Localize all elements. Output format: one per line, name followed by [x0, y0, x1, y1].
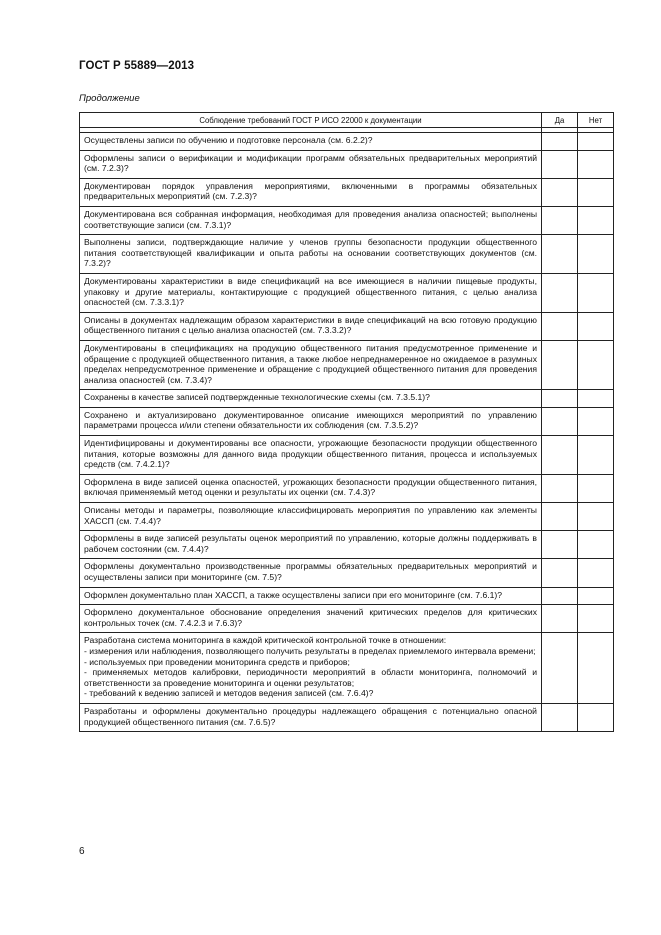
answer-no-cell[interactable] — [578, 150, 614, 178]
answer-no-cell[interactable] — [578, 503, 614, 531]
table-row — [80, 587, 614, 605]
requirement-question: Сохранено и актуализировано документированное описание имеющихся мероприятий по управлению параметрами процесса и/или степени обязательности их соблюдения (см. 7.3.5.2)? — [80, 407, 542, 435]
answer-yes-cell[interactable] — [542, 150, 578, 178]
answer-yes-cell[interactable] — [542, 235, 578, 274]
table-row — [80, 273, 614, 312]
requirement-question: Идентифицированы и документированы все опасности, угрожающие безопасности продукции общественного питания, которые возможны для данного вида продукции общественного питания, процесса и используемых средств (см. 7.4.2.1)? — [80, 436, 542, 475]
requirement-question: Оформлено документальное обоснование определения значений критических пределов для критических контрольных точек (см. 7.4.2.3 и 7.6.3)? — [80, 605, 542, 633]
compliance-table-wrapper — [79, 112, 613, 732]
answer-yes-cell[interactable] — [542, 312, 578, 340]
requirement-question: Документированы в спецификациях на продукцию общественного питания предусмотренное применение и обращение с продукцией общественного питания, а также любое непреднамеренное но ожидаемое в разумных пределах непредусмотренное применение и обращение с продукцией общественного питания для проведения анализа опасностей (см. 7.3.4)? — [80, 340, 542, 389]
standard-designation: ГОСТ Р 55889—2013 — [79, 60, 195, 72]
answer-yes-cell[interactable] — [542, 436, 578, 475]
requirement-question: Описаны в документах надлежащим образом характеристики в виде спецификаций на всю готовую продукцию общественного питания с целью анализа опасностей (см. 7.3.3.2)? — [80, 312, 542, 340]
answer-no-cell[interactable] — [578, 407, 614, 435]
table-row — [80, 340, 614, 389]
table-row — [80, 407, 614, 435]
requirement-question: Сохранены в качестве записей подтвержденные технологические схемы (см. 7.3.5.1)? — [80, 390, 542, 408]
answer-yes-cell[interactable] — [542, 474, 578, 502]
answer-no-cell[interactable] — [578, 390, 614, 408]
requirement-question: Осуществлены записи по обучению и подготовке персонала (см. 6.2.2)? — [80, 133, 542, 151]
table-header-row — [80, 113, 614, 128]
answer-no-cell[interactable] — [578, 605, 614, 633]
table-row — [80, 633, 614, 704]
table-row — [80, 703, 614, 731]
requirement-question: Разработаны и оформлены документально процедуры надлежащего обращения с потенциально опасной продукцией общественного питания (см. 7.6.5)? — [80, 703, 542, 731]
requirement-question: Оформлены записи о верификации и модификации программ обязательных предварительных мероприятий (см. 7.2.3)? — [80, 150, 542, 178]
answer-no-cell[interactable] — [578, 178, 614, 206]
requirement-question: Оформлен документально план ХАССП, а также осуществлены записи при его мониторинге (см. 7.6.1)? — [80, 587, 542, 605]
header-question: Соблюдение требований ГОСТ Р ИСО 22000 к документации — [80, 113, 542, 128]
answer-no-cell[interactable] — [578, 312, 614, 340]
table-row — [80, 531, 614, 559]
page-number: 6 — [79, 846, 85, 857]
requirement-question: Разработана система мониторинга в каждой критической контрольной точке в отношении: - измерения или наблюдения, позволяющего получить результаты в пределах приемлемого интервала времени; - используемых при проведении мониторинга средств и приборов; - применяемых методов калибровки, периодичности мероприятий в области мониторинга, полномочий и ответственности за проведение мониторинга и оценки результатов; - требований к ведению записей и методов ведения записей (см. 7.6.4)? — [80, 633, 542, 704]
table-row — [80, 178, 614, 206]
table-row — [80, 390, 614, 408]
table-row — [80, 133, 614, 151]
requirement-question: Выполнены записи, подтверждающие наличие у членов группы безопасности продукции общественного питания соответствующей квалификации и опыта работы на основании соответствующих документов (см. 7.3.2)? — [80, 235, 542, 274]
answer-yes-cell[interactable] — [542, 587, 578, 605]
answer-yes-cell[interactable] — [542, 605, 578, 633]
compliance-table — [79, 112, 614, 732]
requirement-question: Описаны методы и параметры, позволяющие классифицировать мероприятия по управлению как элементы ХАССП (см. 7.4.4)? — [80, 503, 542, 531]
table-row — [80, 150, 614, 178]
answer-yes-cell[interactable] — [542, 559, 578, 587]
requirement-question: Документирована вся собранная информация, необходимая для проведения анализа опасностей; выполнены соответствующие записи (см. 7.3.1)? — [80, 206, 542, 234]
requirement-question: Документированы характеристики в виде спецификаций на все имеющиеся в наличии пищевые продукты, упаковку и другие материалы, контактирующие с продукцией общественного питания, с целью анализа опасностей (см. 7.3.3.1)? — [80, 273, 542, 312]
table-row — [80, 559, 614, 587]
requirement-question: Оформлены в виде записей результаты оценок мероприятий по управлению, которые должны поддерживать в рабочем состоянии (см. 7.4.4)? — [80, 531, 542, 559]
answer-yes-cell[interactable] — [542, 178, 578, 206]
answer-yes-cell[interactable] — [542, 133, 578, 151]
header-yes: Да — [542, 113, 578, 128]
answer-yes-cell[interactable] — [542, 390, 578, 408]
answer-no-cell[interactable] — [578, 235, 614, 274]
requirement-question: Оформлены документально производственные программы обязательных предварительных мероприятий и осуществлены записи при мониторинге (см. 7.5)? — [80, 559, 542, 587]
requirement-question: Документирован порядок управления мероприятиями, включенными в программы обязательных предварительных мероприятий (см. 7.2.3)? — [80, 178, 542, 206]
answer-no-cell[interactable] — [578, 587, 614, 605]
table-body — [80, 128, 614, 732]
answer-yes-cell[interactable] — [542, 340, 578, 389]
continuation-label: Продолжение — [79, 93, 140, 104]
answer-yes-cell[interactable] — [542, 407, 578, 435]
answer-no-cell[interactable] — [578, 474, 614, 502]
answer-yes-cell[interactable] — [542, 531, 578, 559]
answer-no-cell[interactable] — [578, 531, 614, 559]
answer-no-cell[interactable] — [578, 206, 614, 234]
answer-no-cell[interactable] — [578, 703, 614, 731]
table-row — [80, 436, 614, 475]
answer-yes-cell[interactable] — [542, 206, 578, 234]
table-row — [80, 503, 614, 531]
answer-yes-cell[interactable] — [542, 273, 578, 312]
header-no: Нет — [578, 113, 614, 128]
answer-no-cell[interactable] — [578, 133, 614, 151]
answer-no-cell[interactable] — [578, 436, 614, 475]
table-row — [80, 235, 614, 274]
answer-no-cell[interactable] — [578, 273, 614, 312]
table-row — [80, 605, 614, 633]
requirement-question: Оформлена в виде записей оценка опасностей, угрожающих безопасности продукции общественного питания, включая применяемый метод оценки и результаты их оценки (см. 7.4.3)? — [80, 474, 542, 502]
answer-no-cell[interactable] — [578, 633, 614, 704]
table-row — [80, 474, 614, 502]
table-row — [80, 206, 614, 234]
answer-no-cell[interactable] — [578, 559, 614, 587]
answer-yes-cell[interactable] — [542, 633, 578, 704]
table-row — [80, 312, 614, 340]
answer-yes-cell[interactable] — [542, 703, 578, 731]
answer-no-cell[interactable] — [578, 340, 614, 389]
answer-yes-cell[interactable] — [542, 503, 578, 531]
